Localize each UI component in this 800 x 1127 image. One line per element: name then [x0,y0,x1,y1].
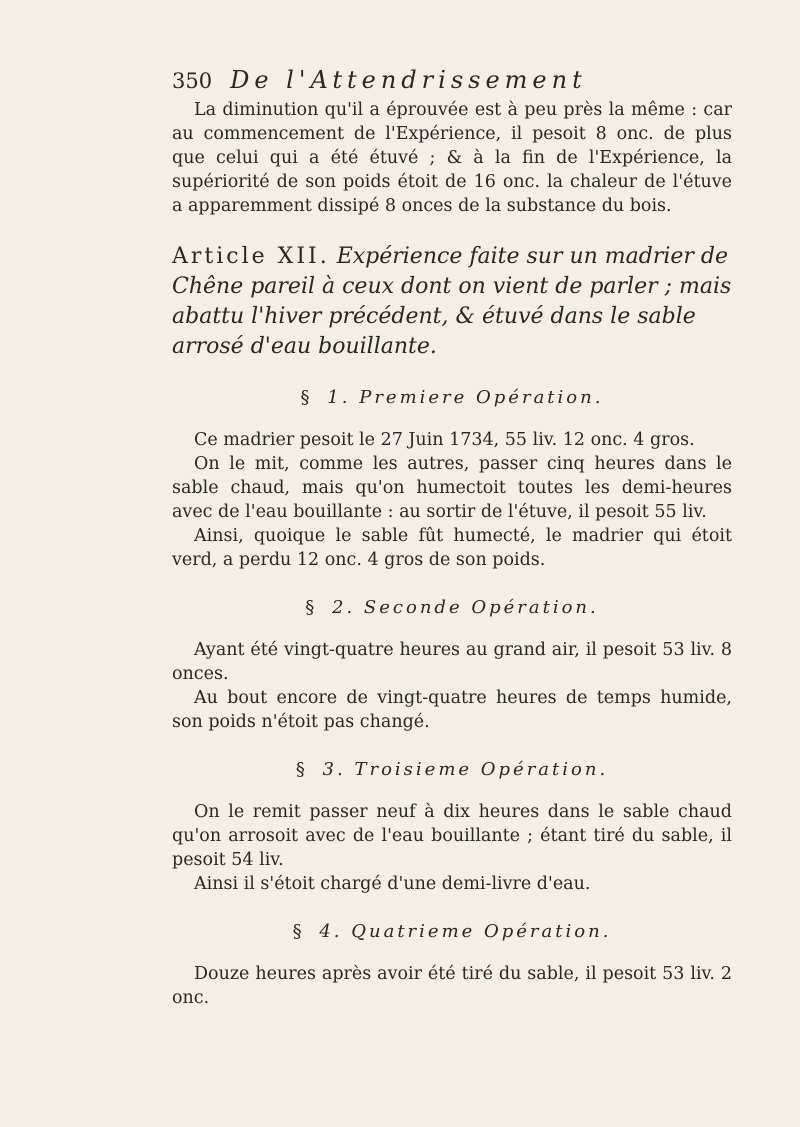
section-title: Seconde Opération. [363,597,599,618]
paragraph: Ainsi il s'étoit chargé d'une demi-livre d'eau. [194,874,591,894]
section-heading [172,596,732,620]
paragraph: On le remit passer neuf à dix heures dans le sable chaud qu'on arrosoit avec de l'eau bouillante ; étant tiré du sable, il pesoit 54 liv. [172,802,732,870]
paragraph: La diminution qu'il a éprouvée est à peu près la même : car au commencement de l'Expérience, il pesoit 8 onc. de plus que celui qui a été étuvé ; & à la fin de l'Expérience, la supériorité de son poids étoit de 16 onc. la chaleur de l'étuve a apparemment dissipé 8 onces de la substance du bois. [172,100,732,216]
paragraph: Douze heures après avoir été tiré du sable, il pesoit 53 liv. 2 onc. [172,964,732,1008]
section-title: Troisieme Opération. [354,759,609,780]
article-heading [172,242,732,362]
section-heading [172,920,732,944]
section-symbol: § [300,387,313,408]
paragraph: Ce madrier pesoit le 27 Juin 1734, 55 liv. 12 onc. 4 gros. [194,430,695,450]
article-label: Article XII. [172,244,330,269]
paragraph: Ayant été vingt-quatre heures au grand air, il pesoit 53 liv. 8 onces. [172,640,732,684]
paragraph: Au bout encore de vingt-quatre heures de temps humide, son poids n'étoit pas changé. [172,688,732,732]
running-title: De l'Attendrissement [230,66,587,94]
section-number: 3. [322,759,346,780]
section-heading [172,386,732,410]
running-header [172,66,732,94]
paragraph: Ainsi, quoique le sable fût humecté, le madrier qui étoit verd, a perdu 12 onc. 4 gros de son poids. [172,526,732,570]
paragraph: On le mit, comme les autres, passer cinq heures dans le sable chaud, mais qu'on humectoit toutes les demi-heures avec de l'eau bouillante : au sortir de l'étuve, il pesoit 55 liv. [172,454,732,522]
section-number: 4. [319,921,343,942]
section-number: 1. [327,387,351,408]
section-symbol: § [305,597,318,618]
section-heading [172,758,732,782]
page-number: 350 [172,69,213,93]
section-title: Premiere Opération. [359,387,604,408]
section-title: Quatrieme Opération. [351,921,612,942]
section-symbol: § [292,921,305,942]
article-title: Expérience faite sur un madrier de Chêne pareil à ceux dont on vient de parler ; mais abattu l'hiver précédent, & étuvé dans le sable arrosé d'eau bouillante. [172,244,732,359]
page-body [172,98,732,1010]
section-symbol: § [295,759,308,780]
section-number: 2. [332,597,356,618]
